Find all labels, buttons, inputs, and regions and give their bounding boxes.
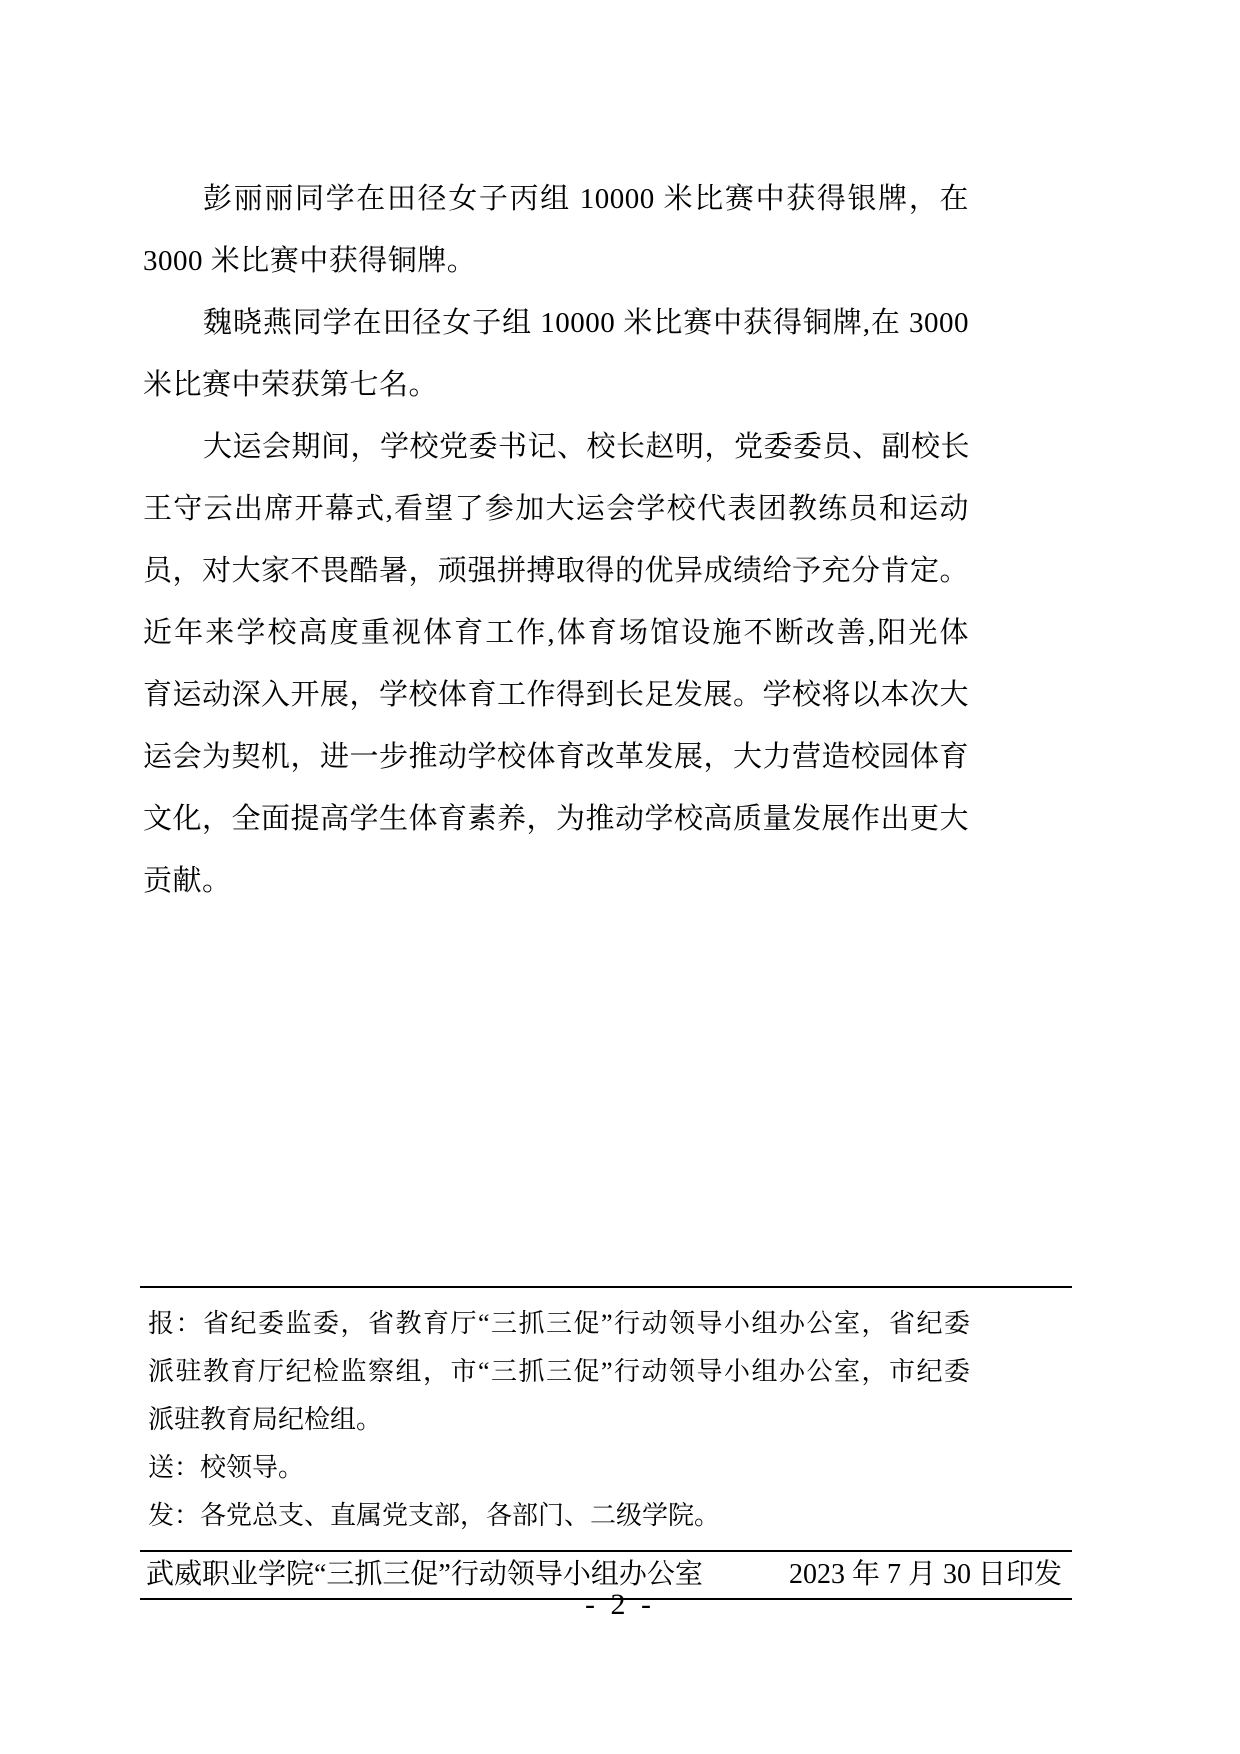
- body-line: 3000 米比赛中获得铜牌。: [143, 245, 477, 277]
- body-paragraph-3: [143, 416, 969, 912]
- document-body: [143, 168, 969, 912]
- body-line: 近年来学校高度重视体育工作,体育场馆设施不断改善,阳光体: [143, 617, 969, 649]
- distribution-line-report: 报：省纪委监委，省教育厅“三抓三促”行动领导小组办公室，省纪委: [148, 1309, 970, 1338]
- body-line: 育运动深入开展，学校体育工作得到长足发展。学校将以本次大: [143, 679, 970, 711]
- body-paragraph-2: [143, 292, 969, 416]
- body-line: 运会为契机，进一步推动学校体育改革发展，大力营造校园体育: [143, 741, 970, 773]
- document-footer: [140, 1286, 1072, 1600]
- body-line: 文化，全面提高学生体育素养，为推动学校高质量发展作出更大: [143, 803, 970, 835]
- distribution-line-report: 派驻教育厅纪检监察组，市“三抓三促”行动领导小组办公室，市纪委: [148, 1357, 970, 1386]
- distribution-line-send: 送：校领导。: [148, 1453, 305, 1482]
- body-line: 大运会期间，学校党委书记、校长赵明，党委委员、副校长: [203, 431, 971, 463]
- body-line: 王守云出席开幕式,看望了参加大运会学校代表团教练员和运动: [143, 493, 969, 525]
- body-line: 彭丽丽同学在田径女子丙组 10000 米比赛中获得银牌，在: [203, 183, 969, 215]
- body-paragraph-1: [143, 168, 969, 292]
- body-line: 魏晓燕同学在田径女子组 10000 米比赛中获得铜牌,在 3000: [203, 307, 969, 339]
- distribution-line-issue: 发：各党总支、直属党支部，各部门、二级学院。: [148, 1501, 721, 1530]
- body-line: 米比赛中荣获第七名。: [143, 369, 439, 401]
- distribution-line-report: 派驻教育局纪检组。: [148, 1405, 383, 1434]
- page-number: - 2 -: [585, 1588, 655, 1621]
- issue-date: 2023 年 7 月 30 日印发: [788, 1559, 1062, 1590]
- distribution-block: [140, 1288, 1072, 1550]
- body-line: 贡献。: [143, 865, 232, 897]
- body-line: 员，对大家不畏酷暑，顽强拼搏取得的优异成绩给予充分肯定。: [143, 555, 970, 587]
- issuing-office: 武威职业学院“三抓三促”行动领导小组办公室: [146, 1559, 703, 1590]
